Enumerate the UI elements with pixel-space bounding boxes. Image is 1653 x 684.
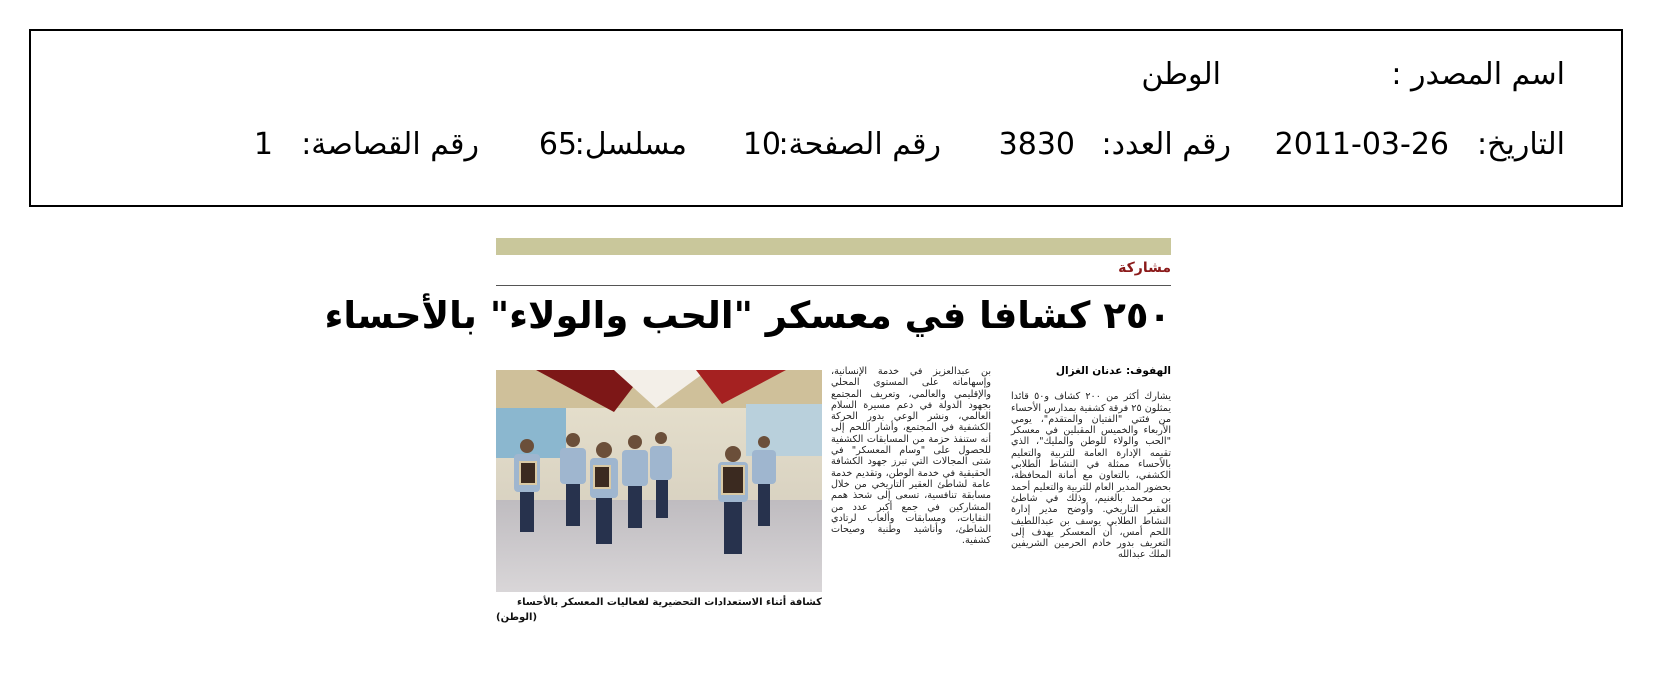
scouts-photo-image bbox=[496, 370, 822, 592]
issue-value: 3830 bbox=[998, 127, 1075, 162]
article-body-1: يشارك أكثر من ٢٠٠ كشاف و٥٠ قائدا يمثلون ٢٥ فرقة كشفية بمدارس الأحساء من فئتي "الفتيان والمتقدم"، يومي الأربعاء والخميس المقبلين في معسكر "الحب والولاء للوطن والمليك"، الذي تقيمه الإدارة العامة للتربية والتعليم بالأحساء ممثلة في النشاط الطلابي الكشفي، بالتعاون مع أمانة المحافظة، بحضور المدير العام للتربية والتعليم أحمد بن محمد بالغنيم، وذلك في شاطئ العقير التاريخي. وأوضح مدير إدارة النشاط الطلابي يوسف بن عبداللطيف اللحم أمس، أن المعسكر يهدف إلى التعريف بدور خادم الحرمين الشريفين الملك عبدالله bbox=[1011, 391, 1171, 561]
accent-bar bbox=[496, 238, 1171, 255]
divider bbox=[496, 285, 1171, 286]
scouts-photo bbox=[496, 370, 822, 592]
page-number-label: رقم الصفحة: bbox=[778, 127, 941, 162]
article-body-2: بن عبدالعزيز في خدمة الإنسانية، وإسهاماته على المستوى المحلي والإقليمي والعالمي، وتعريف المجتمع بجهود الدولة في دعم مسيرة السلام العالمي، ونشر الوعي بدور الحركة الكشفية في المجتمع، وأشار اللحم إلى أنه ستنفذ حزمة من المسابقات الكشفية للحصول على "وسام المعسكر" في شتى المجالات التي تبرز جهود الكشافة الحقيقية في خدمة الوطن، وتقديم خدمة عامة لشاطئ العقير التاريخي من خلال مسابقة تنافسية، تسعى إلى شحذ همم المشاركين في جمع أكبر عدد من النفايات، ومسابقات وألعاب لرتادي الشاطئ، وأناشيد وطنية وصيحات كشفية. bbox=[831, 366, 991, 547]
article-column-1 bbox=[1011, 366, 1171, 631]
serial-label: مسلسل: bbox=[574, 127, 687, 162]
serial-value: 65 bbox=[538, 127, 577, 162]
photo-caption bbox=[496, 595, 822, 625]
section-label: مشاركة bbox=[1118, 260, 1171, 276]
photo-credit: (الوطن) bbox=[496, 612, 538, 623]
source-info-box bbox=[29, 29, 1623, 207]
article-byline: الهفوف: عدنان الغزال bbox=[1055, 365, 1171, 377]
newspaper-clipping bbox=[324, 238, 1171, 638]
date-label: التاريخ: bbox=[1477, 127, 1565, 162]
article-headline: ٢٥٠ كشافا في معسكر "الحب والولاء" بالأحساء bbox=[324, 294, 1171, 337]
source-value: الوطن bbox=[1141, 57, 1221, 92]
date-value: 2011-03-26 bbox=[1274, 127, 1449, 162]
article-column-2 bbox=[831, 366, 991, 621]
page-number-value: 10 bbox=[742, 127, 781, 162]
caption-text: كشافة أثناء الاستعدادات التحضيرية لفعاليات المعسكر بالأحساء bbox=[516, 597, 822, 608]
clip-number-value: 1 bbox=[253, 127, 273, 162]
issue-label: رقم العدد: bbox=[1101, 127, 1231, 162]
clip-number-label: رقم القصاصة: bbox=[301, 127, 479, 162]
source-label: اسم المصدر : bbox=[1391, 57, 1565, 92]
